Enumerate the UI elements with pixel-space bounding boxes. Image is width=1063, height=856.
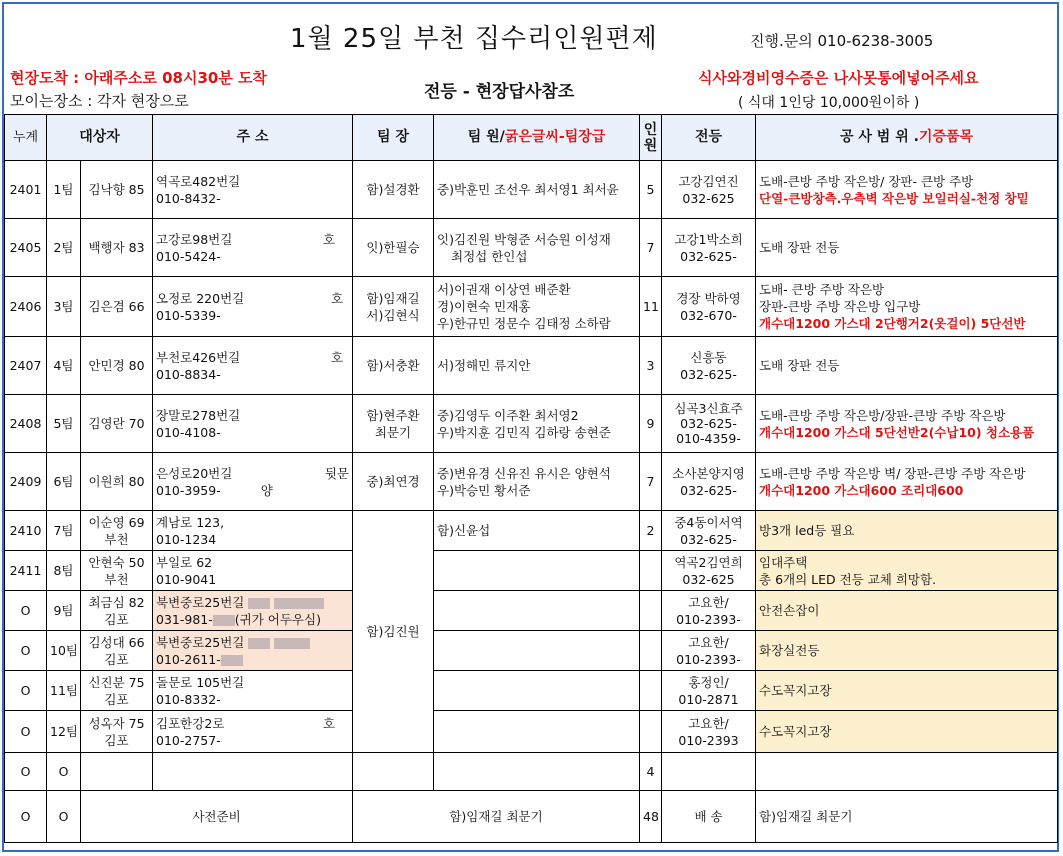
scope-cell	[756, 551, 1058, 591]
target-cell	[81, 671, 153, 711]
seq-cell: O	[5, 711, 47, 753]
members-cell: 함)신윤섭	[434, 511, 640, 551]
leader-line: 함)현주환	[366, 407, 420, 423]
seq-cell: 2405	[5, 219, 47, 277]
table-row	[5, 337, 1058, 395]
scope-cell: 함)임재길 최문기	[756, 791, 1058, 843]
table-row	[5, 631, 1058, 671]
scope-cell	[756, 753, 1058, 791]
count-cell: 9	[640, 395, 662, 453]
col-address: 주 소	[153, 115, 353, 161]
phone-line: 010-3959-	[156, 482, 221, 498]
count-cell: 11	[640, 277, 662, 337]
target-cell: 김영란 70	[81, 395, 153, 453]
target-cell	[81, 591, 153, 631]
members-cell	[434, 711, 640, 753]
scope-cell	[756, 395, 1058, 453]
lamp-cell	[662, 511, 756, 551]
scope-cell	[756, 277, 1058, 337]
lamp-phone: 010-2393	[678, 732, 739, 748]
team-cell: O	[47, 791, 81, 843]
col-scope-label: 공 사 범 위 .	[840, 129, 919, 145]
lamp-phone: 032-670-	[680, 307, 737, 323]
address-unit: 호	[330, 290, 344, 306]
address-line: 역곡로482번길	[156, 173, 241, 189]
members-cell	[434, 551, 640, 591]
team-cell: 8팀	[47, 551, 81, 591]
lamp-phone: 032-625	[682, 571, 735, 587]
leader-cell	[353, 277, 434, 337]
lamp-cell	[662, 711, 756, 753]
lamp-name: 소사본양지영	[672, 465, 745, 481]
scope-cell: 수도꼭지고장	[756, 671, 1058, 711]
sheet-header	[4, 4, 1057, 115]
target-name: 성옥자 75	[88, 715, 145, 731]
target-city: 부천	[104, 571, 129, 587]
target-cell: 김은겸 66	[81, 277, 153, 337]
scope-line: 도배-큰방 주방 작은방/장판-큰방 주방 작은방	[759, 407, 1006, 423]
seq-cell: 2401	[5, 161, 47, 219]
members-line: 우)한규민 정문수 김태정 소하람	[437, 316, 611, 331]
lamp-name: 역곡2김연희	[674, 554, 743, 570]
count-cell: 5	[640, 161, 662, 219]
team-cell: 3팀	[47, 277, 81, 337]
address-cell	[153, 591, 353, 631]
target-name: 김성대 66	[88, 634, 145, 650]
col-lamp: 전등	[662, 115, 756, 161]
team-cell: 12팀	[47, 711, 81, 753]
members-cell	[434, 219, 640, 277]
table-row	[5, 791, 1058, 843]
delivery-cell: 배 송	[662, 791, 756, 843]
table-row	[5, 161, 1058, 219]
lamp-cell	[662, 453, 756, 511]
address-cell	[153, 711, 353, 753]
scope-line: 도배-큰방 주방 작은방/ 장판- 큰방 주방	[759, 173, 974, 189]
team-cell: 2팀	[47, 219, 81, 277]
leader-cell: 함)설경환	[353, 161, 434, 219]
lamp-name: 홍정인/	[688, 674, 729, 690]
seq-cell: 2407	[5, 337, 47, 395]
address-cell	[153, 453, 353, 511]
lamp-phone: 010-2393-	[676, 651, 741, 667]
col-members	[434, 115, 640, 161]
lamp-name: 신흥동	[690, 349, 727, 365]
scope-cell	[756, 161, 1058, 219]
team-cell: 10팀	[47, 631, 81, 671]
redaction-mark	[274, 598, 324, 609]
gathering-place: 모이는장소 : 각자 현장으로	[10, 92, 189, 110]
phone-line: 010-2757-	[156, 732, 221, 748]
team-cell: 1팀	[47, 161, 81, 219]
redaction-mark	[248, 598, 270, 609]
address-cell	[153, 337, 353, 395]
team-cell: 4팀	[47, 337, 81, 395]
address-unit: 호	[330, 349, 344, 365]
members-cell	[434, 277, 640, 337]
lighting-reference: 전등 - 현장답사참조	[424, 82, 575, 102]
schedule-sheet	[2, 2, 1059, 852]
seq-cell: O	[5, 591, 47, 631]
redaction-mark	[274, 638, 310, 649]
lamp-name: 고요한/	[688, 634, 729, 650]
phone-line: 010-9041	[156, 571, 217, 587]
address-line: 장말로278번길	[156, 407, 241, 423]
members-line: 경)이현숙 민재홍	[437, 299, 531, 314]
table-row	[5, 395, 1058, 453]
scope-line: 도배-큰방 주방 작은방 벽/ 장판-큰방 주방 작은방	[759, 465, 1026, 481]
scope-line: 장판-큰방 주방 작은방 입구방	[759, 299, 921, 314]
team-cell: O	[47, 753, 81, 791]
redaction-mark	[248, 638, 270, 649]
lamp-phone: 010-2393-	[676, 611, 741, 627]
phone-line: 010-8834-	[156, 366, 221, 382]
phone-line: 010-4108-	[156, 424, 221, 440]
address-unit: 호	[322, 231, 336, 247]
lamp-name: 심곡3신효주	[674, 401, 743, 416]
scope-cell: 방3개 led등 필요	[756, 511, 1058, 551]
count-cell	[640, 671, 662, 711]
table-row	[5, 671, 1058, 711]
table-row	[5, 219, 1058, 277]
address-line: 부일로 62	[156, 554, 213, 570]
address-cell	[153, 671, 353, 711]
members-line: 우)박지훈 김민직 김하랑 송현준	[437, 424, 611, 440]
target-city: 김포	[104, 732, 129, 748]
lamp-cell	[662, 219, 756, 277]
address-cell	[153, 753, 353, 791]
leader-cell: 잇)한필승	[353, 219, 434, 277]
lamp-phone: 032-625-	[680, 248, 737, 264]
target-cell	[81, 511, 153, 551]
col-target: 대상자	[47, 115, 153, 161]
lamp-cell	[662, 753, 756, 791]
scope-cell: 안전손잡이	[756, 591, 1058, 631]
table-row	[5, 711, 1058, 753]
scope-line-red: 개수대1200 가스대 2단행거2(옷걸이) 5단선반	[759, 316, 1026, 331]
target-cell: 김낙향 85	[81, 161, 153, 219]
lamp-name: 중4동이서역	[674, 514, 743, 530]
lamp-phone: 032-625	[682, 190, 735, 206]
seq-cell: O	[5, 631, 47, 671]
target-name: 안현숙 50	[88, 554, 145, 570]
address-line: 북변중로25번길	[156, 634, 245, 650]
target-cell	[81, 551, 153, 591]
seq-cell: O	[5, 791, 47, 843]
table-row	[5, 591, 1058, 631]
redaction-mark	[213, 615, 235, 626]
leader-line: 최문기	[374, 424, 412, 440]
lamp-cell	[662, 277, 756, 337]
col-members-note: 굵은글씨-팀장급	[504, 129, 606, 145]
members-line: 잇)김진원 박형준 서승원 이성재	[437, 231, 611, 247]
table-row	[5, 551, 1058, 591]
phone-line: 010-1234	[156, 531, 217, 547]
members-cell	[434, 591, 640, 631]
members-line: 서)이권재 이상연 배준환	[437, 282, 571, 297]
lamp-cell	[662, 395, 756, 453]
target-name: 이순영 69	[88, 514, 145, 530]
col-scope	[756, 115, 1058, 161]
address-line: 오정로 220번길	[156, 290, 245, 306]
members-cell	[434, 631, 640, 671]
address-note: 양	[260, 482, 273, 498]
col-members-label: 팀 원/	[467, 129, 505, 145]
count-cell: 2	[640, 511, 662, 551]
receipt-notice: 식사와경비영수증은 나사못통에넣어주세요	[698, 69, 979, 87]
scope-line-red: 개수대1200 가스대600 조리대600	[759, 482, 964, 498]
seq-cell: 2406	[5, 277, 47, 337]
target-name: 신진분 75	[88, 674, 145, 690]
table-header-row	[5, 115, 1058, 161]
members-cell	[434, 753, 640, 791]
address-cell	[153, 161, 353, 219]
sheet-title: 1월 25일 부천 집수리인원편제	[290, 24, 658, 54]
lamp-phone: 010-4359-	[676, 431, 741, 446]
lamp-phone: 032-625-	[680, 482, 737, 498]
members-line: 우)박승민 황서준	[437, 482, 531, 498]
leader-cell-shared: 함)김진원	[353, 511, 434, 753]
seq-cell: 2410	[5, 511, 47, 551]
redaction-mark	[221, 655, 243, 666]
count-cell: 3	[640, 337, 662, 395]
leader-line: 서)김현식	[366, 307, 420, 323]
phone-line: 010-8432-	[156, 190, 221, 206]
members-line: 중)변유경 신유진 유시은 양현석	[437, 465, 611, 481]
scope-line-red: 개수대1200 가스대 5단선반2(수납10) 청소용품	[759, 424, 1035, 440]
scope-line-red: 단열-큰방창측.우측벽 작은방 보일러실-천정 창밑	[759, 190, 1029, 206]
table-row	[5, 511, 1058, 551]
target-city: 김포	[104, 611, 129, 627]
prep-cell: 사전준비	[81, 791, 353, 843]
scope-cell: 화장실전등	[756, 631, 1058, 671]
arrival-notice: 현장도착 : 아래주소로 08시30분 도착	[10, 69, 268, 87]
target-cell: 백행자 83	[81, 219, 153, 277]
lamp-name: 고강김연진	[678, 173, 739, 189]
col-leader: 팀 장	[353, 115, 434, 161]
leader-cell: 함)서충환	[353, 337, 434, 395]
target-cell	[81, 631, 153, 671]
seq-cell: 2408	[5, 395, 47, 453]
phone-line: 010-2611-	[156, 651, 221, 667]
count-cell	[640, 711, 662, 753]
scope-cell: 도배 장판 전등	[756, 219, 1058, 277]
address-line: 은성로20번길	[156, 465, 233, 481]
members-line: 중)김영두 이주환 최서영2	[437, 407, 579, 423]
seq-cell: 2411	[5, 551, 47, 591]
address-line: 김포한강2로	[156, 715, 225, 731]
lamp-cell	[662, 631, 756, 671]
count-cell: 7	[640, 453, 662, 511]
seq-cell: 2409	[5, 453, 47, 511]
lamp-name: 고요한/	[688, 715, 729, 731]
lamp-name: 고요한/	[688, 594, 729, 610]
lamp-cell	[662, 337, 756, 395]
target-city: 김포	[104, 691, 129, 707]
lamp-phone: 010-2871	[678, 691, 739, 707]
scope-line: 임대주택	[759, 554, 808, 570]
team-cell: 5팀	[47, 395, 81, 453]
total-count-cell: 48	[640, 791, 662, 843]
target-cell	[81, 711, 153, 753]
target-city: 김포	[104, 651, 129, 667]
members-cell	[434, 395, 640, 453]
count-cell: 4	[640, 753, 662, 791]
address-line: 부천로426번길	[156, 349, 241, 365]
scope-line: 총 6개의 LED 전등 교체 희망함.	[759, 571, 937, 587]
lamp-cell	[662, 161, 756, 219]
col-seq: 누계	[5, 115, 47, 161]
count-cell	[640, 591, 662, 631]
team-cell: 11팀	[47, 671, 81, 711]
members-cell: 함)임재길 최문기	[353, 791, 640, 843]
address-cell	[153, 631, 353, 671]
count-cell: 7	[640, 219, 662, 277]
address-unit: 뒷문	[324, 465, 350, 481]
phone-line: 031-981-	[156, 611, 213, 627]
lamp-phone: 032-625-	[680, 531, 737, 547]
leader-cell	[353, 395, 434, 453]
target-cell: 안민경 80	[81, 337, 153, 395]
address-line: 북변중로25번길	[156, 594, 245, 610]
table-row	[5, 453, 1058, 511]
lamp-cell	[662, 671, 756, 711]
lamp-phone: 032-625-	[680, 366, 737, 382]
lamp-phone: 032-625-	[680, 416, 737, 431]
team-cell: 6팀	[47, 453, 81, 511]
team-table	[4, 114, 1058, 843]
address-line: 계남로 123,	[156, 514, 225, 530]
members-cell: 중)박훈민 조선우 최서영1 최서윤	[434, 161, 640, 219]
seq-cell: O	[5, 671, 47, 711]
phone-line: 010-8332-	[156, 691, 221, 707]
address-cell	[153, 219, 353, 277]
leader-line: 함)임재길	[366, 290, 420, 306]
address-unit: 호	[322, 715, 336, 731]
team-cell: 7팀	[47, 511, 81, 551]
leader-cell	[353, 753, 434, 791]
leader-cell: 중)최연경	[353, 453, 434, 511]
address-cell	[153, 511, 353, 551]
phone-line: 010-5339-	[156, 307, 221, 323]
lamp-name: 경장 박하영	[676, 290, 741, 306]
target-city: 부천	[104, 531, 129, 547]
table-row	[5, 277, 1058, 337]
team-cell: 9팀	[47, 591, 81, 631]
members-line: 최정섭 한인섭	[451, 248, 528, 264]
address-cell	[153, 395, 353, 453]
members-cell: 서)정해민 류지안	[434, 337, 640, 395]
table-row	[5, 753, 1058, 791]
contact-info: 진행.문의 010-6238-3005	[750, 32, 934, 50]
scope-line: 도배- 큰방 주방 작은방	[759, 282, 885, 297]
count-cell	[640, 631, 662, 671]
seq-cell: O	[5, 753, 47, 791]
address-cell	[153, 551, 353, 591]
meal-allowance-note: ( 식대 1인당 10,000원이하 )	[738, 95, 920, 111]
address-cell	[153, 277, 353, 337]
scope-cell	[756, 453, 1058, 511]
scope-cell: 수도꼭지고장	[756, 711, 1058, 753]
members-cell	[434, 453, 640, 511]
target-name: 최금심 82	[88, 594, 145, 610]
address-note: (귀가 어두우심)	[234, 611, 321, 627]
address-line: 고강로98번길	[156, 231, 233, 247]
col-count: 인원	[640, 115, 662, 161]
lamp-name: 고강1박소희	[674, 231, 743, 247]
scope-cell: 도배 장판 전등	[756, 337, 1058, 395]
count-cell	[640, 551, 662, 591]
address-line: 돌문로 105번길	[156, 674, 245, 690]
lamp-cell	[662, 551, 756, 591]
lamp-cell	[662, 591, 756, 631]
members-cell	[434, 671, 640, 711]
col-scope-note: 기증품목	[918, 129, 974, 145]
target-cell	[81, 753, 153, 791]
phone-line: 010-5424-	[156, 248, 221, 264]
target-cell: 이원희 80	[81, 453, 153, 511]
